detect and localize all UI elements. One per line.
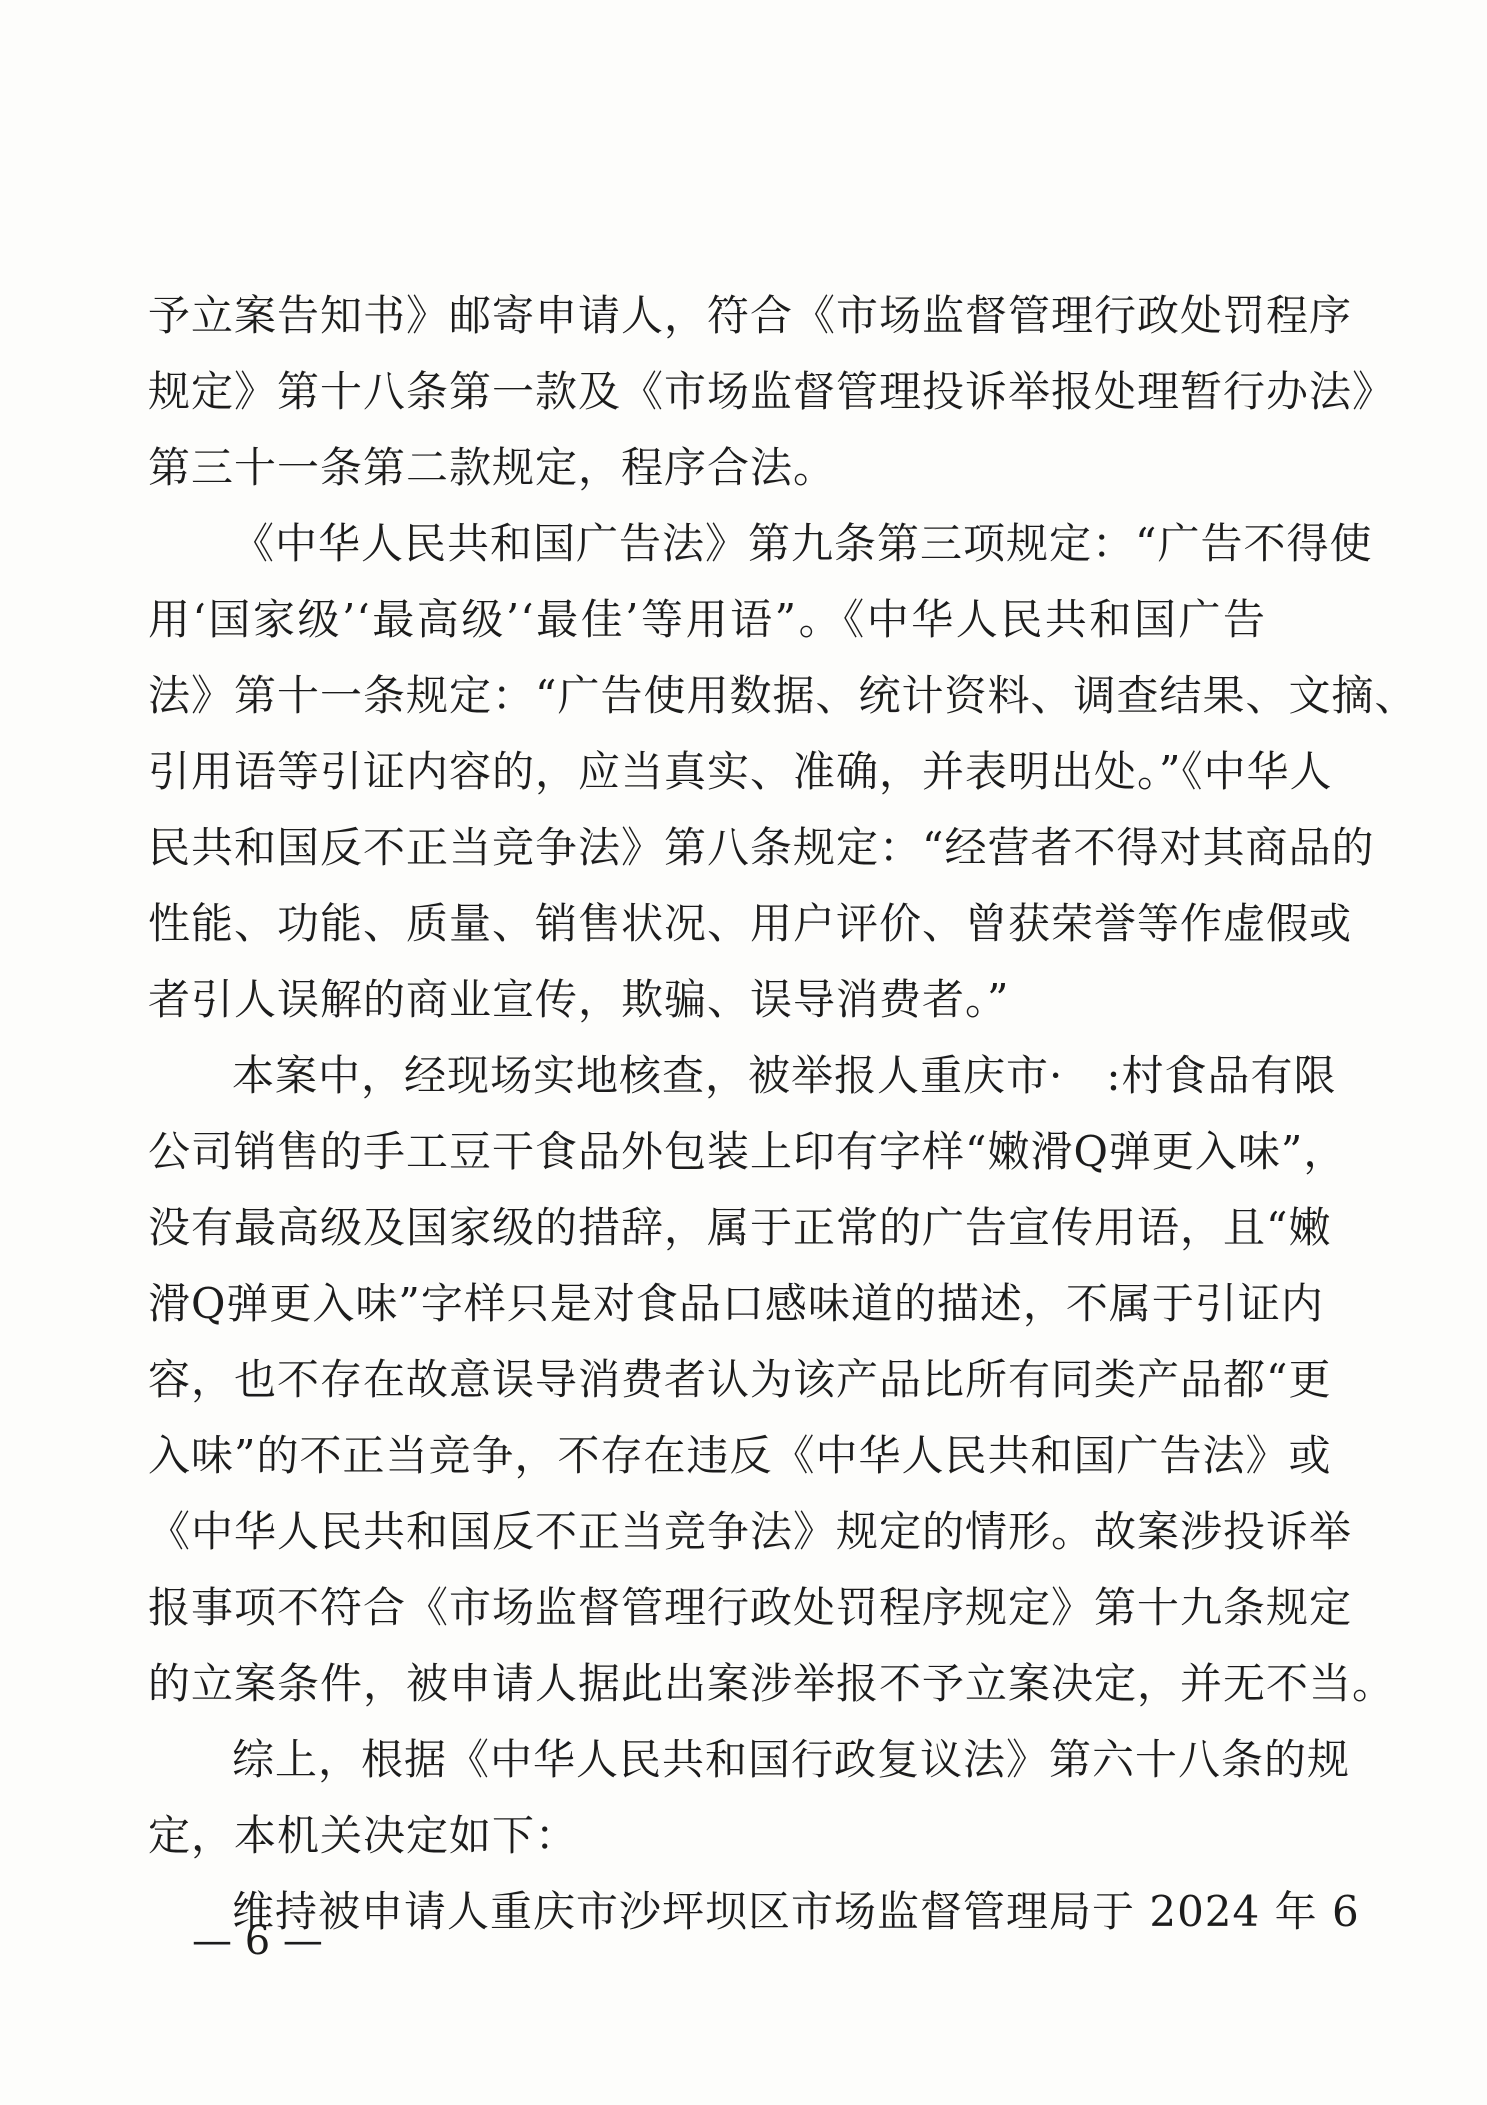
paragraph-conclusion [148,1722,1351,1874]
text-line: 予立案告知书》邮寄申请人，符合《市场监督管理行政处罚程序 [148,291,1353,340]
text-line: 第三十一条第二款规定，程序合法。 [148,443,837,492]
text-line: 没有最高级及国家级的措辞，属于正常的广告宣传用语，且“嫩 [148,1203,1332,1252]
text-line: 用‘国家级’‘最高级’‘最佳’等用语”。《中华人民共和国广告 [148,595,1266,644]
text-line: 入味”的不正当竞争，不存在违反《中华人民共和国广告法》或 [148,1431,1332,1480]
text-line: 维持被申请人重庆市沙坪坝区市场监督管理局于 2024 年 6 [232,1887,1360,1936]
paragraph-case-analysis [148,1038,1396,1722]
text-line: 性能、功能、质量、销售状况、用户评价、曾获荣誉等作虚假或 [148,899,1353,948]
page-number: — 6 — [192,1918,323,1964]
text-line: 本案中，经现场实地核查，被举报人重庆市· :村食品有限 [232,1051,1337,1100]
text-line: 的立案条件，被申请人据此出案涉举报不予立案决定，并无不当。 [148,1659,1396,1708]
text-line: 者引人误解的商业宣传，欺骗、误导消费者。” [148,975,1010,1024]
text-line: 报事项不符合《市场监督管理行政处罚程序规定》第十九条规定 [148,1583,1353,1632]
document-body [148,278,1418,1950]
text-line: 法》第十一条规定：“广告使用数据、统计资料、调查结果、文摘、 [148,671,1418,720]
paragraph-procedure [148,278,1396,506]
text-line: 滑Q弹更入味”字样只是对食品口感味道的描述，不属于引证内 [148,1279,1324,1328]
text-line: 综上，根据《中华人民共和国行政复议法》第六十八条的规 [232,1735,1351,1784]
text-line: 容，也不存在故意误导消费者认为该产品比所有同类产品都“更 [148,1355,1332,1404]
paragraph-legal-provisions [148,506,1418,1038]
text-line: 《中华人民共和国广告法》第九条第三项规定：“广告不得使 [232,519,1373,568]
text-line: 《中华人民共和国反不正当竞争法》规定的情形。故案涉投诉举 [148,1507,1353,1556]
text-line: 定，本机关决定如下： [148,1811,579,1860]
text-line: 规定》第十八条第一款及《市场监督管理投诉举报处理暂行办法》 [148,367,1396,416]
text-line: 引用语等引证内容的，应当真实、准确，并表明出处。”《中华人 [148,747,1333,796]
text-line: 公司销售的手工豆干食品外包装上印有字样“嫩滑Q弹更入味”， [148,1127,1347,1176]
text-line: 民共和国反不正当竞争法》第八条规定：“经营者不得对其商品的 [148,823,1375,872]
